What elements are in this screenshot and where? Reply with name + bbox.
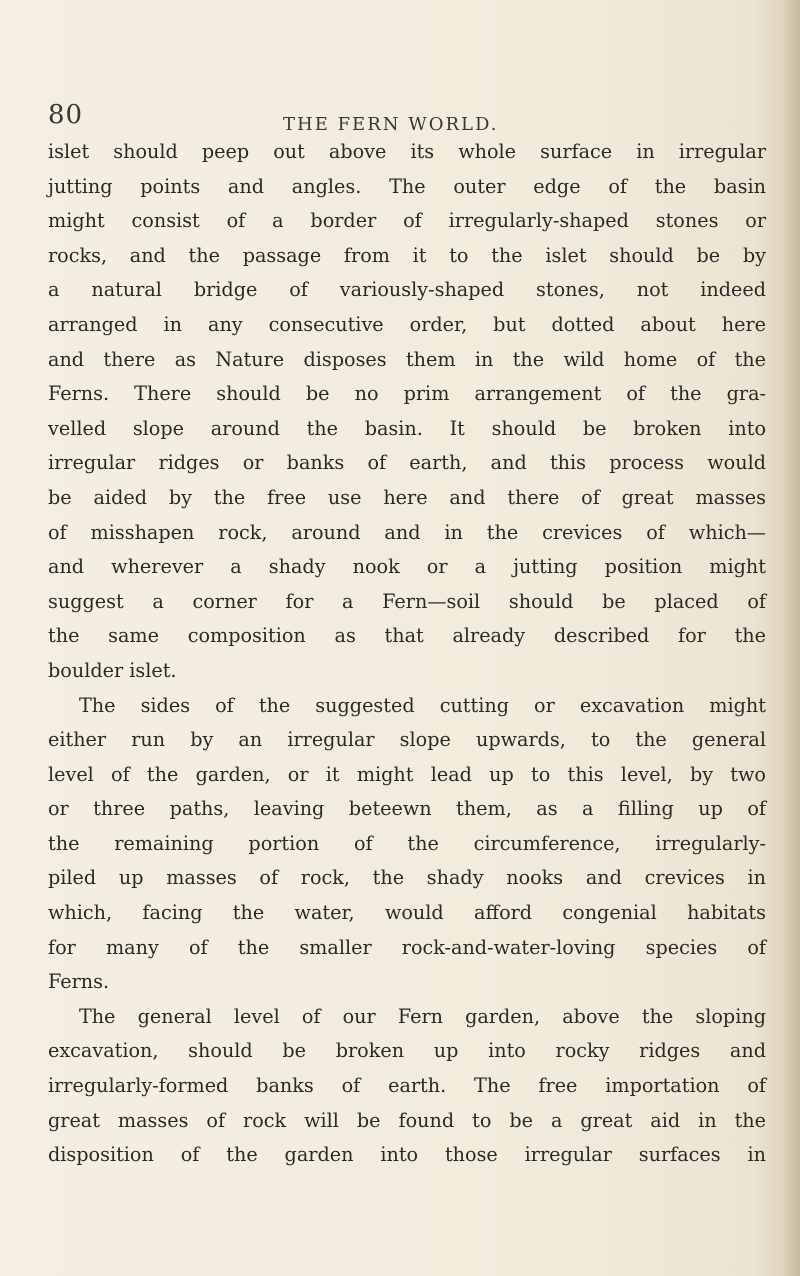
body-text: [48, 135, 766, 1173]
text-line: boulder islet.: [48, 658, 177, 682]
text-line: and wherever a shady nook or a jutting position might: [48, 555, 766, 579]
text-line: suggest a corner for a Fern—soil should be placed of: [48, 589, 766, 613]
text-line: Ferns.: [48, 970, 110, 994]
text-line: either run by an irregular slope upwards, to the general: [48, 728, 766, 752]
text-line: of misshapen rock, around and in the crevices of which—: [48, 520, 766, 544]
page-edge-shadow: [782, 0, 800, 1276]
text-line: irregularly-formed banks of earth. The free importation of: [48, 1074, 766, 1098]
text-line: might consist of a border of irregularly-shaped stones or: [48, 209, 766, 233]
text-line: and there as Nature disposes them in the wild home of the: [48, 347, 766, 371]
text-line: great masses of rock will be found to be a great aid in the: [48, 1108, 766, 1132]
text-line: jutting points and angles. The outer edge of the basin: [48, 174, 766, 198]
text-line: The general level of our Fern garden, above the sloping: [79, 1004, 766, 1028]
running-title: THE FERN WORLD.: [283, 114, 499, 135]
text-line: the same composition as that already described for the: [48, 624, 766, 648]
text-line: disposition of the garden into those irregular surfaces in: [48, 1143, 766, 1167]
text-line: arranged in any consecutive order, but dotted about here: [48, 312, 766, 336]
text-line: Ferns. There should be no prim arrangement of the gra-: [48, 382, 766, 406]
text-line: for many of the smaller rock-and-water-loving species of: [48, 935, 766, 959]
text-line: or three paths, leaving beteewn them, as a filling up of: [48, 797, 766, 821]
text-line: excavation, should be broken up into rocky ridges and: [48, 1039, 766, 1063]
text-line: islet should peep out above its whole surface in irregular: [48, 140, 766, 163]
text-line: The sides of the suggested cutting or excavation might: [79, 693, 766, 717]
text-line: rocks, and the passage from it to the islet should be by: [48, 243, 766, 267]
page-number: 80: [48, 100, 84, 130]
text-line: level of the garden, or it might lead up to this level, by two: [48, 762, 766, 786]
text-line: a natural bridge of variously-shaped stones, not indeed: [48, 278, 766, 302]
text-line: velled slope around the basin. It should be broken into: [48, 416, 766, 440]
text-line: piled up masses of rock, the shady nooks and crevices in: [48, 866, 766, 890]
text-line: be aided by the free use here and there of great masses: [48, 485, 766, 509]
text-line: which, facing the water, would afford congenial habitats: [48, 901, 766, 925]
text-line: irregular ridges or banks of earth, and this process would: [48, 451, 766, 475]
text-line: the remaining portion of the circumference, irregularly-: [48, 831, 766, 855]
